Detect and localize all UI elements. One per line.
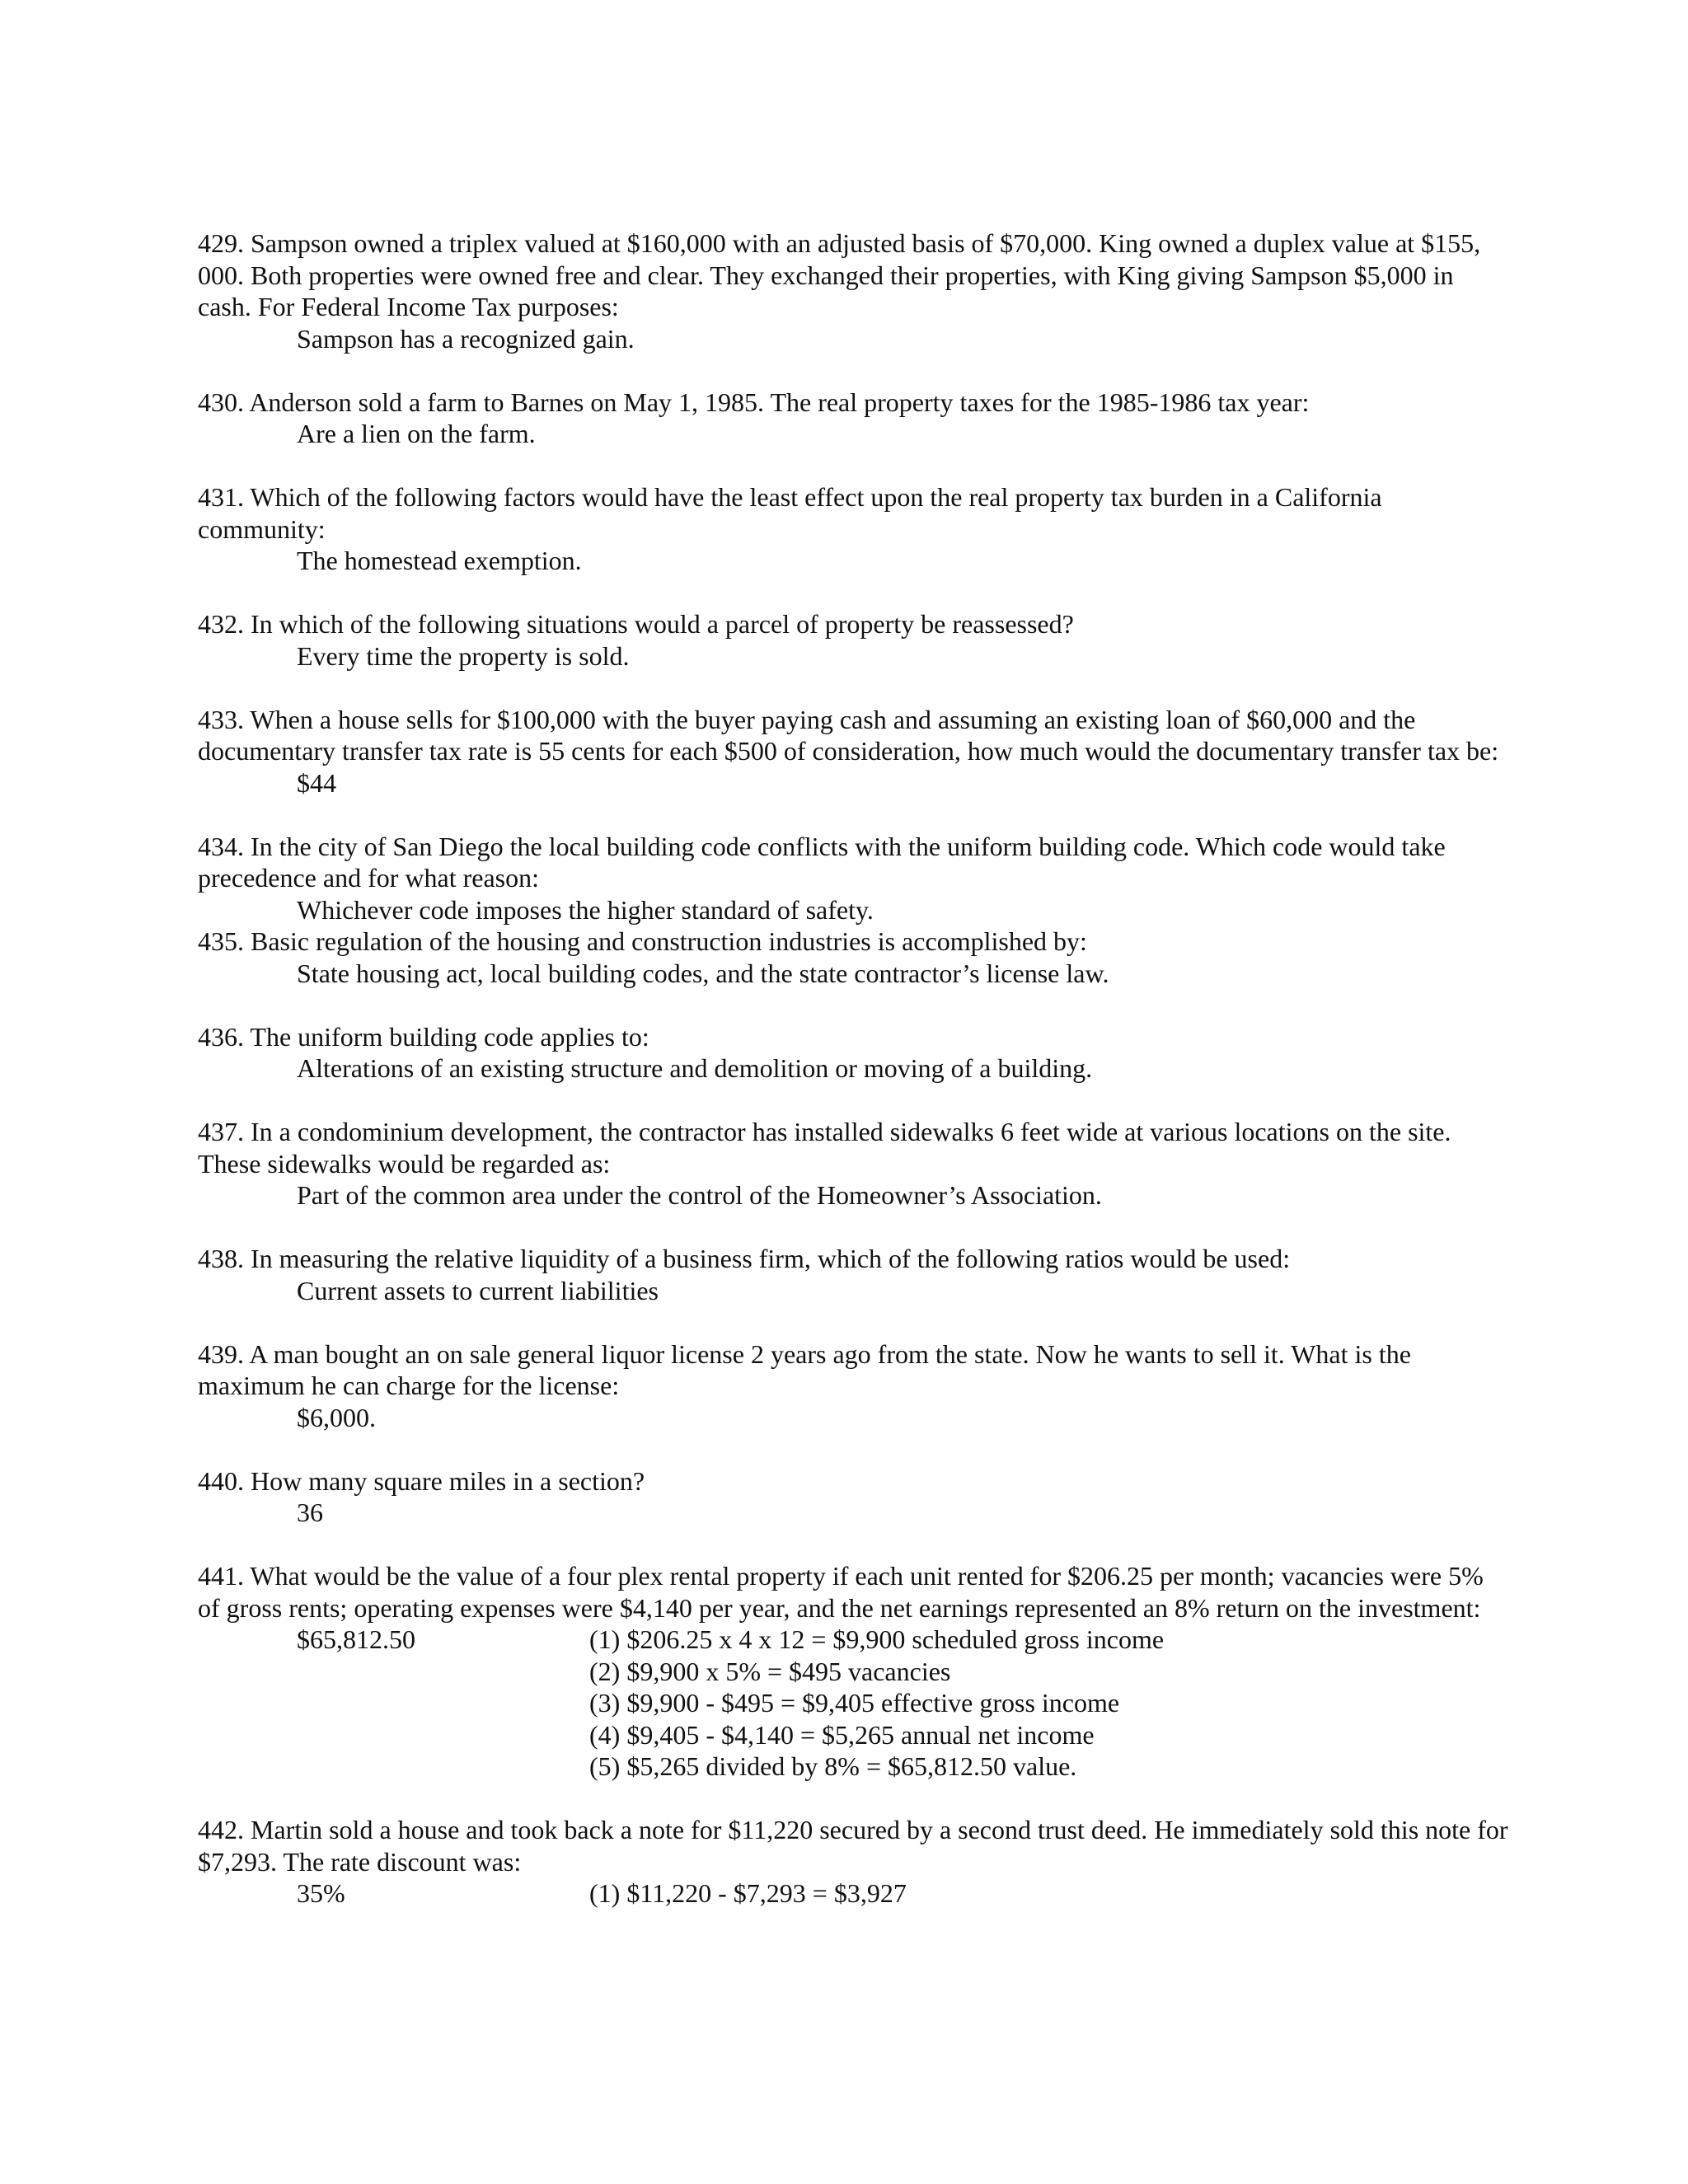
question-answer: 35% <box>297 1878 345 1908</box>
question-text: 439. A man bought an on sale general liquor license 2 years ago from the state. Now he wants to sell it. What is the maximum he can charge for the license: <box>198 1338 1411 1400</box>
calculation-step: (2) $9,900 x 5% = $495 vacancies <box>589 1656 951 1686</box>
question-438 <box>198 1243 1508 1306</box>
question-answer: $44 <box>297 767 336 798</box>
calculation-steps <box>589 1624 1164 1783</box>
calculation-step: (5) $5,265 divided by 8% = $65,812.50 value. <box>589 1751 1077 1781</box>
question-text: 435. Basic regulation of the housing and construction industries is accomplished by: <box>198 926 1087 956</box>
question-answer: Are a lien on the farm. <box>297 419 536 448</box>
question-435 <box>198 926 1508 989</box>
calculation-step: (1) $11,220 - $7,293 = $3,927 <box>589 1878 907 1908</box>
calculation-steps <box>589 1877 907 1910</box>
question-437 <box>198 1116 1508 1212</box>
calculation-step: (3) $9,900 - $495 = $9,405 effective gross income <box>589 1688 1120 1718</box>
question-answer: Whichever code imposes the higher standard of safety. <box>297 894 874 925</box>
question-answer: $6,000. <box>297 1402 376 1432</box>
answer-with-work <box>198 1624 1508 1783</box>
question-text: 430. Anderson sold a farm to Barnes on May 1, 1985. The real property taxes for the 1985-1986 tax year: <box>198 387 1310 417</box>
question-442 <box>198 1814 1508 1910</box>
question-439 <box>198 1338 1508 1434</box>
question-text: 441. What would be the value of a four plex rental property if each unit rented for $206.25 per month; vacancies were 5% of gross rents; operating expenses were $4,140 per year, and the net earnings represented an 8% return on the investment: <box>198 1561 1484 1623</box>
question-text: 436. The uniform building code applies to: <box>198 1021 649 1052</box>
question-text: 433. When a house sells for $100,000 with the buyer paying cash and assuming an existing loan of $60,000 and the documentary transfer tax rate is 55 cents for each $500 of consideration, how much would the documentary transfer tax be: <box>198 704 1499 766</box>
question-answer: Sampson has a recognized gain. <box>297 323 635 354</box>
question-434 <box>198 831 1508 926</box>
question-436 <box>198 1021 1508 1085</box>
answer-with-work <box>198 1877 1508 1910</box>
question-text: 432. In which of the following situations would a parcel of property be reassessed? <box>198 609 1074 639</box>
question-text: 437. In a condominium development, the contractor has installed sidewalks 6 feet wide at various locations on the site. These sidewalks would be regarded as: <box>198 1117 1451 1179</box>
question-text: 434. In the city of San Diego the local building code conflicts with the uniform building code. Which code would take precedence and for what reason: <box>198 831 1446 893</box>
question-text: 429. Sampson owned a triplex valued at $160,000 with an adjusted basis of $70,000. King owned a duplex value at $155, 000. Both properties were owned free and clear. They exchanged their properties, with King giving Sampson $5,000 in cash. For Federal Income Tax purposes: <box>198 228 1481 321</box>
question-answer: $65,812.50 <box>297 1624 415 1654</box>
question-answer: 36 <box>297 1497 323 1527</box>
question-text: 438. In measuring the relative liquidity of a business firm, which of the following ratios would be used: <box>198 1244 1291 1273</box>
question-441 <box>198 1560 1508 1783</box>
question-answer: Part of the common area under the control of the Homeowner’s Association. <box>297 1180 1102 1210</box>
question-429 <box>198 227 1508 354</box>
question-432 <box>198 608 1508 672</box>
question-text: 440. How many square miles in a section? <box>198 1465 645 1496</box>
question-431 <box>198 481 1508 577</box>
calculation-step: (1) $206.25 x 4 x 12 = $9,900 scheduled gross income <box>589 1624 1165 1654</box>
question-answer: State housing act, local building codes, and the state contractor’s license law. <box>297 958 1109 988</box>
question-440 <box>198 1465 1508 1529</box>
question-answer: Every time the property is sold. <box>297 640 630 671</box>
question-433 <box>198 704 1508 799</box>
calculation-step: (4) $9,405 - $4,140 = $5,265 annual net income <box>589 1719 1095 1750</box>
document-page <box>198 227 1508 1941</box>
question-answer: Current assets to current liabilities <box>297 1275 659 1305</box>
question-answer: Alterations of an existing structure and demolition or moving of a building. <box>297 1053 1093 1083</box>
question-text: 431. Which of the following factors would have the least effect upon the real property tax burden in a California community: <box>198 482 1382 544</box>
question-answer: The homestead exemption. <box>297 546 582 575</box>
question-430 <box>198 387 1508 450</box>
question-text: 442. Martin sold a house and took back a note for $11,220 secured by a second trust deed. He immediately sold this note for $7,293. The rate discount was: <box>198 1815 1508 1877</box>
